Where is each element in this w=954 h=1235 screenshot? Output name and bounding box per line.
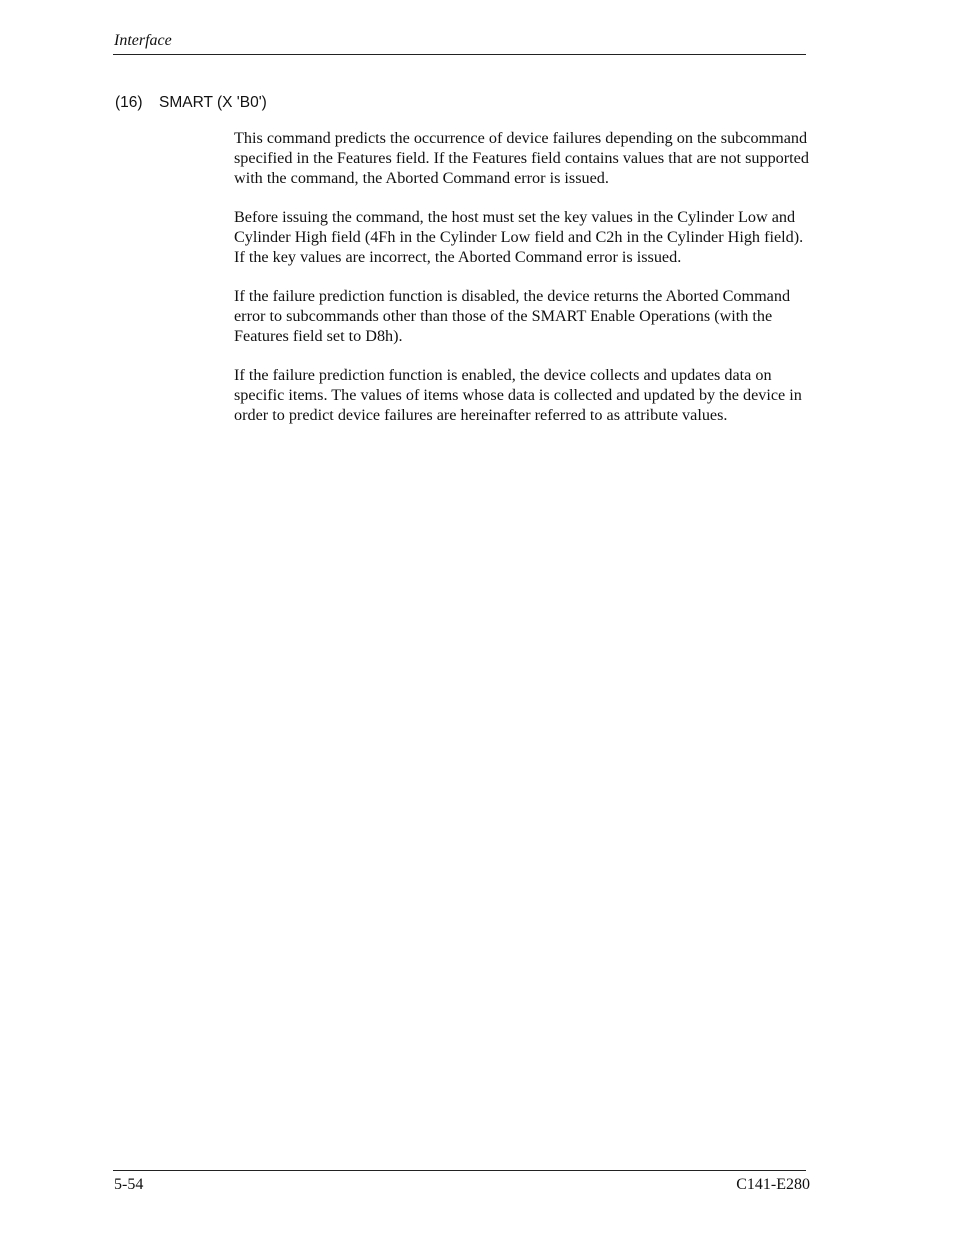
footer-rule bbox=[113, 1170, 806, 1171]
document-id: C141-E280 bbox=[736, 1176, 810, 1193]
section-title: SMART (X 'B0') bbox=[159, 94, 267, 111]
paragraph: If the failure prediction function is enabled, the device collects and updates data on specific items. The values of items whose data is collected and updated by the device in order to predict device failures are hereinafter referred to as attribute values. bbox=[234, 366, 802, 424]
section-heading bbox=[115, 94, 267, 112]
paragraph: Before issuing the command, the host must set the key values in the Cylinder Low and Cylinder High field (4Fh in the Cylinder Low field and C2h in the Cylinder High field). If the key values are incorrect, the Aborted Command error is issued. bbox=[234, 208, 804, 266]
section-number: (16) bbox=[115, 94, 143, 111]
paragraph: This command predicts the occurrence of device failures depending on the subcommand specified in the Features field. If the Features field contains values that are not supported with the command, the Aborted Command error is issued. bbox=[234, 129, 809, 187]
running-header: Interface bbox=[114, 32, 172, 49]
page-number: 5-54 bbox=[114, 1176, 144, 1193]
body-text bbox=[234, 128, 809, 444]
paragraph: If the failure prediction function is disabled, the device returns the Aborted Command error to subcommands other than those of the SMART Enable Operations (with the Features field set to D8h). bbox=[234, 287, 791, 345]
header-rule bbox=[113, 54, 806, 55]
